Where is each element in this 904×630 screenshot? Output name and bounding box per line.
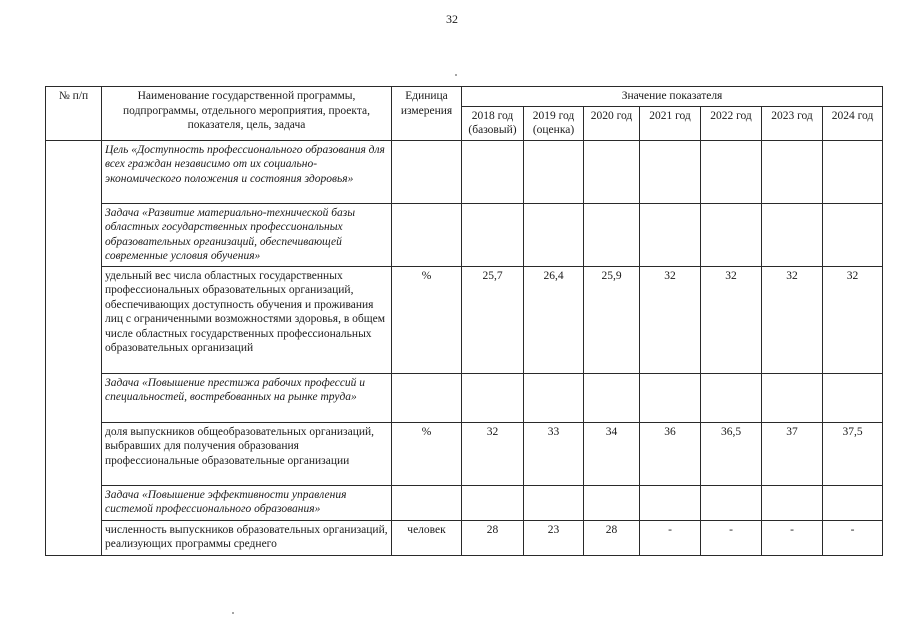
- scan-speck: [455, 74, 457, 76]
- value-cell: [701, 485, 762, 520]
- value-cell: -: [762, 520, 823, 555]
- indicator-name: численность выпускников образовательных организаций, реализующих программы среднего: [102, 520, 392, 555]
- goal-name: Цель «Доступность профессионального образования для всех граждан независимо от их социально-экономического положения и состояния здоровья»: [102, 140, 392, 203]
- indicator-name: удельный вес числа областных государственных профессиональных образовательных организаций, обеспечивающих доступность обучения и проживания лиц с ограниченными возможностями здоровья, в общем числе областных государственных профессиональных образовательных организаций: [102, 266, 392, 373]
- task-name: Задача «Повышение эффективности управления системой профессионального образования»: [102, 485, 392, 520]
- header-year-2020: 2020 год: [584, 106, 640, 140]
- value-cell: 32: [762, 266, 823, 373]
- value-cell: [640, 140, 701, 203]
- value-cell: [823, 203, 883, 266]
- header-year-2024: 2024 год: [823, 106, 883, 140]
- value-cell: [701, 373, 762, 422]
- header-row-1: [46, 87, 883, 107]
- header-year-2021: 2021 год: [640, 106, 701, 140]
- value-cell: [462, 203, 524, 266]
- value-cell: 25,7: [462, 266, 524, 373]
- value-cell: 34: [584, 422, 640, 485]
- value-cell: [640, 485, 701, 520]
- table-row: [46, 266, 883, 373]
- table-row: [46, 422, 883, 485]
- value-cell: 33: [524, 422, 584, 485]
- value-cell: 26,4: [524, 266, 584, 373]
- header-unit: Единица измерения: [392, 87, 462, 141]
- task-name: Задача «Повышение престижа рабочих профессий и специальностей, востребованных на рынке труда»: [102, 373, 392, 422]
- value-cell: 32: [701, 266, 762, 373]
- value-cell: [762, 485, 823, 520]
- page-number: 32: [446, 12, 458, 26]
- table-row: [46, 485, 883, 520]
- value-cell: [584, 140, 640, 203]
- value-cell: -: [640, 520, 701, 555]
- value-cell: [462, 485, 524, 520]
- value-cell: [701, 140, 762, 203]
- value-cell: [762, 140, 823, 203]
- value-cell: [524, 485, 584, 520]
- value-cell: [701, 203, 762, 266]
- value-cell: [823, 140, 883, 203]
- header-year-2018: 2018 год (базовый): [462, 106, 524, 140]
- value-cell: [584, 203, 640, 266]
- value-cell: 37,5: [823, 422, 883, 485]
- indicators-table: [45, 86, 883, 556]
- value-cell: 32: [640, 266, 701, 373]
- value-cell: 23: [524, 520, 584, 555]
- header-year-2019: 2019 год (оценка): [524, 106, 584, 140]
- value-cell: 36,5: [701, 422, 762, 485]
- header-number: № п/п: [46, 87, 102, 141]
- header-values-group: Значение показателя: [462, 87, 883, 107]
- value-cell: [762, 373, 823, 422]
- row-number-cell: [46, 140, 102, 555]
- table-row: [46, 140, 883, 203]
- table-row: [46, 520, 883, 555]
- value-cell: 28: [462, 520, 524, 555]
- header-year-2022: 2022 год: [701, 106, 762, 140]
- header-name: Наименование государственной программы, подпрограммы, отдельного мероприятия, проекта, показателя, цель, задача: [102, 87, 392, 141]
- value-cell: 25,9: [584, 266, 640, 373]
- value-cell: [524, 373, 584, 422]
- unit-cell: [392, 373, 462, 422]
- value-cell: [823, 373, 883, 422]
- table-row: [46, 203, 883, 266]
- value-cell: 36: [640, 422, 701, 485]
- unit-cell: человек: [392, 520, 462, 555]
- unit-cell: [392, 140, 462, 203]
- table-row: [46, 373, 883, 422]
- value-cell: [584, 373, 640, 422]
- value-cell: [762, 203, 823, 266]
- scan-speck: [232, 612, 234, 614]
- value-cell: [640, 203, 701, 266]
- value-cell: 28: [584, 520, 640, 555]
- value-cell: [640, 373, 701, 422]
- value-cell: [823, 485, 883, 520]
- value-cell: -: [823, 520, 883, 555]
- value-cell: 32: [462, 422, 524, 485]
- unit-cell: %: [392, 266, 462, 373]
- value-cell: [524, 140, 584, 203]
- value-cell: [584, 485, 640, 520]
- unit-cell: [392, 203, 462, 266]
- unit-cell: %: [392, 422, 462, 485]
- value-cell: 37: [762, 422, 823, 485]
- value-cell: [462, 373, 524, 422]
- task-name: Задача «Развитие материально-технической базы областных государственных профессиональных образовательных организаций, обеспечивающей современные условия обучения»: [102, 203, 392, 266]
- value-cell: [462, 140, 524, 203]
- header-year-2023: 2023 год: [762, 106, 823, 140]
- value-cell: -: [701, 520, 762, 555]
- value-cell: [524, 203, 584, 266]
- unit-cell: [392, 485, 462, 520]
- indicator-name: доля выпускников общеобразовательных организаций, выбравших для получения образования профессиональные образовательные организации: [102, 422, 392, 485]
- value-cell: 32: [823, 266, 883, 373]
